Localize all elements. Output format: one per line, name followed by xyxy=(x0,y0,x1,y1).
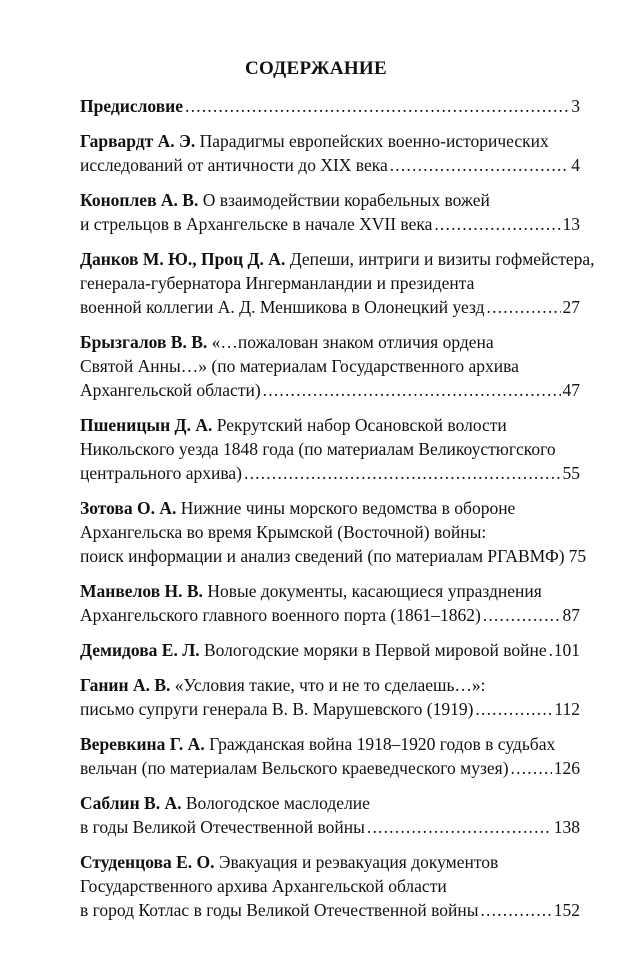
entry-author: Демидова Е. Л. xyxy=(80,640,200,660)
toc-line xyxy=(80,271,580,295)
toc-line xyxy=(80,129,580,153)
entry-author: Гарвардт А. Э. xyxy=(80,131,196,151)
entry-title-text: исследований от античности до XIX века xyxy=(80,155,388,175)
toc-line xyxy=(80,94,580,118)
page-number: 126 xyxy=(553,758,580,778)
page-number: 4 xyxy=(571,155,580,175)
dot-leader xyxy=(475,697,552,721)
toc-line xyxy=(80,520,580,544)
page-number: 138 xyxy=(553,817,580,837)
toc-entry[interactable] xyxy=(80,413,580,485)
toc-line xyxy=(80,603,580,627)
entry-title-text: Святой Анны…» (по материалам Государственного архива xyxy=(80,356,519,376)
entry-author: Брызгалов В. В. xyxy=(80,332,208,352)
entry-title-text: Архангельска во время Крымской (Восточной) войны: xyxy=(80,522,487,542)
page-number: 3 xyxy=(571,96,580,116)
toc-entry[interactable] xyxy=(80,791,580,839)
toc-line xyxy=(80,850,580,874)
toc-line xyxy=(80,496,580,520)
dot-leader xyxy=(244,461,561,485)
entry-author: Саблин В. А. xyxy=(80,793,182,813)
toc-line xyxy=(80,295,580,319)
entry-title-text: Государственного архива Архангельской области xyxy=(80,876,447,896)
toc-entry[interactable] xyxy=(80,129,580,177)
dot-leader xyxy=(263,378,561,402)
page-number: 27 xyxy=(562,297,580,317)
dot-leader xyxy=(367,815,552,839)
page-number: 101 xyxy=(553,640,580,660)
entry-title-text: и стрельцов в Архангельске в начале XVII века xyxy=(80,214,433,234)
entry-title-text: Депеши, интриги и визиты гофмейстера, xyxy=(285,249,595,269)
entry-title-text: генерала-губернатора Ингерманландии и президента xyxy=(80,273,475,293)
toc-entry[interactable] xyxy=(80,638,580,662)
toc-line xyxy=(80,354,580,378)
entry-author: Манвелов Н. В. xyxy=(80,581,203,601)
page-number: 112 xyxy=(554,699,580,719)
entry-title-text: поиск информации и анализ сведений (по материалам РГАВМФ) xyxy=(80,546,565,566)
toc-entry[interactable] xyxy=(80,673,580,721)
entry-title-text: центрального архива) xyxy=(80,463,242,483)
entry-title-text: Архангельского главного военного порта (1861–1862) xyxy=(80,605,481,625)
entry-title-text: Вологодское маслоделие xyxy=(181,793,370,813)
toc-line xyxy=(80,756,580,780)
entry-author: Веревкина Г. А. xyxy=(80,734,205,754)
toc-entry[interactable] xyxy=(80,330,580,402)
toc-line xyxy=(80,437,580,461)
toc-line xyxy=(80,638,580,662)
entry-title-text: Вологодские моряки в Первой мировой войне xyxy=(199,640,547,660)
page-number: 55 xyxy=(562,463,580,483)
dot-leader xyxy=(185,94,569,118)
page-number: 47 xyxy=(562,380,580,400)
entry-title-text: вельчан (по материалам Вельского краеведческого музея) xyxy=(80,758,509,778)
toc-entry[interactable] xyxy=(80,496,587,568)
toc-line xyxy=(80,247,595,271)
entry-author: Студенцова Е. О. xyxy=(80,852,215,872)
toc-line xyxy=(80,697,580,721)
entry-title-text: Гражданская война 1918–1920 годов в судьбах xyxy=(204,734,556,754)
entry-title-text: «Условия такие, что и не то сделаешь…»: xyxy=(170,675,486,695)
entry-title-text: в город Котлас в годы Великой Отечественной войны xyxy=(80,900,479,920)
page-number: 152 xyxy=(553,900,580,920)
toc-line xyxy=(80,815,580,839)
entry-title-text: военной коллегии А. Д. Меншикова в Олонецкий уезд xyxy=(80,297,485,317)
toc-entry[interactable] xyxy=(80,732,580,780)
toc-entry[interactable] xyxy=(80,579,580,627)
toc-line xyxy=(80,732,580,756)
toc-line xyxy=(80,413,580,437)
entry-title-text: Рекрутский набор Осановской волости xyxy=(212,415,507,435)
dot-leader xyxy=(434,212,560,236)
toc-line xyxy=(80,153,580,177)
entry-author: Коноплев А. В. xyxy=(80,190,199,210)
toc-line xyxy=(80,212,580,236)
toc-line xyxy=(80,673,580,697)
entry-author: Пшеницын Д. А. xyxy=(80,415,213,435)
toc-line xyxy=(80,874,580,898)
toc-entry[interactable] xyxy=(80,94,580,118)
page-number: 87 xyxy=(562,605,580,625)
entry-title-text: Нижние чины морского ведомства в обороне xyxy=(176,498,516,518)
dot-leader xyxy=(390,153,570,177)
toc-line xyxy=(80,898,580,922)
toc-line xyxy=(80,378,580,402)
page-title: СОДЕРЖАНИЕ xyxy=(245,58,387,79)
toc-entry[interactable] xyxy=(80,247,595,319)
entry-title-text: Парадигмы европейских военно-исторических xyxy=(195,131,549,151)
toc-entry[interactable] xyxy=(80,188,580,236)
dot-leader xyxy=(487,295,561,319)
entry-title-text: Эвакуация и реэвакуация документов xyxy=(214,852,499,872)
entry-author: Предисловие xyxy=(80,96,184,116)
toc-entry[interactable] xyxy=(80,850,580,922)
entry-title-text: «…пожалован знаком отличия ордена xyxy=(207,332,494,352)
entry-title-text: Никольского уезда 1848 года (по материалам Великоустюгского xyxy=(80,439,556,459)
table-of-contents xyxy=(80,94,595,933)
dot-leader xyxy=(483,603,561,627)
page-number: 13 xyxy=(562,214,580,234)
toc-line xyxy=(80,544,587,568)
dot-leader xyxy=(549,638,552,662)
dot-leader xyxy=(480,898,551,922)
toc-line xyxy=(80,579,580,603)
toc-line xyxy=(80,791,580,815)
entry-title-text: Архангельской области) xyxy=(80,380,261,400)
page-number: 75 xyxy=(568,546,587,566)
entry-author: Зотова О. А. xyxy=(80,498,177,518)
toc-line xyxy=(80,461,580,485)
entry-author: Ганин А. В. xyxy=(80,675,171,695)
entry-title-text: О взаимодействии корабельных вожей xyxy=(198,190,490,210)
entry-author: Данков М. Ю., Проц Д. А. xyxy=(80,249,286,269)
entry-title-text: Новые документы, касающиеся упразднения xyxy=(202,581,542,601)
dot-leader xyxy=(511,756,552,780)
toc-line xyxy=(80,330,580,354)
entry-title-text: письмо супруги генерала В. В. Марушевского (1919) xyxy=(80,699,474,719)
toc-line xyxy=(80,188,580,212)
entry-title-text: в годы Великой Отечественной войны xyxy=(80,817,365,837)
